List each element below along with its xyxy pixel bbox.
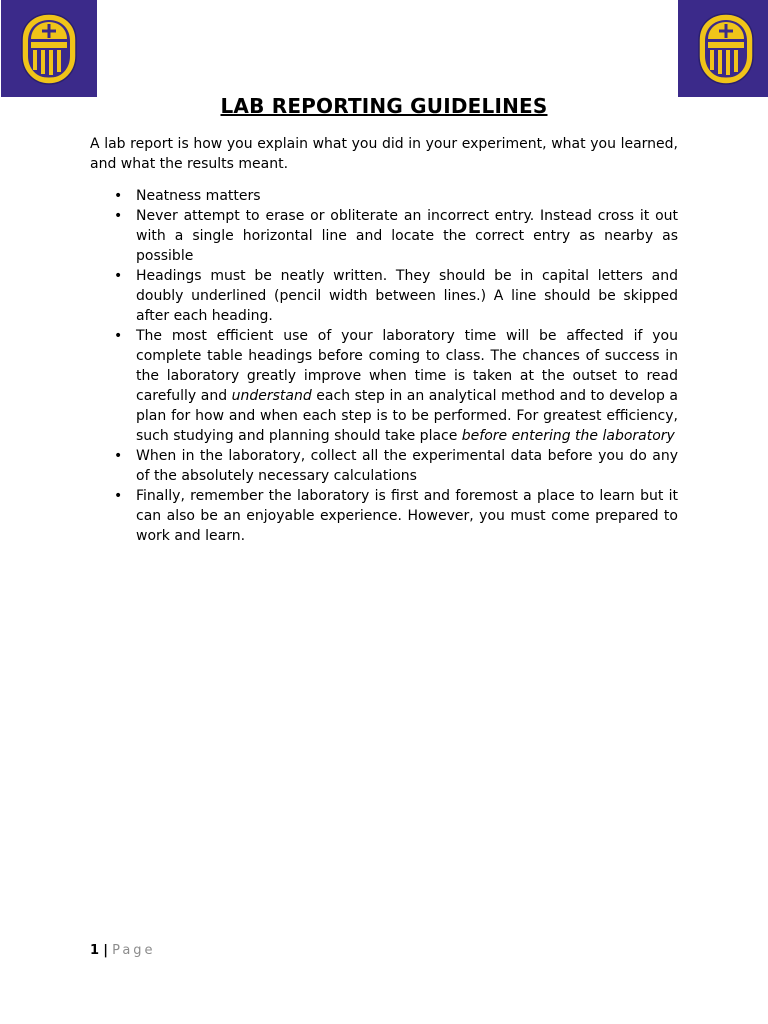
list-item: [90, 326, 678, 446]
list-item: [90, 206, 678, 266]
list-item-text: Headings must be neatly written. They should be in capital letters and doubly underlined (pencil width between lines.) A line should be skipped after each heading.: [136, 268, 678, 324]
guidelines-list: [90, 186, 678, 546]
list-item-text-part: each step in an analytical method and to develop a plan for how and when each step is to be performed. For greatest efficiency, such studying and planning should take place: [136, 388, 678, 444]
bullet-marker: •: [114, 448, 123, 464]
footer-separator: |: [103, 943, 108, 958]
list-item: [90, 186, 678, 206]
page-footer: [90, 942, 156, 960]
page-title: LAB REPORTING GUIDELINES: [220, 94, 548, 118]
intro-paragraph: A lab report is how you explain what you did in your experiment, what you learned, and what the results meant.: [90, 136, 678, 172]
bullet-marker: •: [114, 208, 123, 224]
school-logo-right: [678, 0, 768, 97]
bullet-marker: •: [114, 268, 123, 284]
list-item: [90, 486, 678, 546]
list-item-text: Finally, remember the laboratory is first and foremost a place to learn but it can also be an enjoyable experience. However, you must come prepared to work and learn.: [136, 488, 678, 544]
document-body: [90, 134, 678, 546]
emphasis-before-entering: before entering the laboratory: [461, 428, 675, 444]
bullet-marker: •: [114, 328, 123, 344]
list-item-text-part: The most efficient use of your laboratory time will be affected if you complete table headings before coming to class. The chances of success in the laboratory greatly improve when time is taken at the outset to read carefully and: [136, 328, 678, 404]
page-number: 1: [90, 943, 100, 958]
school-logo-left: [1, 0, 97, 97]
bullet-marker: •: [114, 188, 123, 204]
list-item: [90, 446, 678, 486]
bullet-marker: •: [114, 488, 123, 504]
school-crest-icon: [697, 12, 755, 86]
page-label: Page: [112, 943, 156, 958]
list-item-text: Never attempt to erase or obliterate an incorrect entry. Instead cross it out with a single horizontal line and locate the correct entry as nearby as possible: [136, 208, 678, 264]
list-item: [90, 266, 678, 326]
school-crest-icon: [20, 12, 78, 86]
list-item-text: Neatness matters: [136, 188, 261, 204]
emphasis-understand: understand: [231, 388, 312, 404]
list-item-text: When in the laboratory, collect all the experimental data before you do any of the absolutely necessary calculations: [136, 448, 678, 484]
